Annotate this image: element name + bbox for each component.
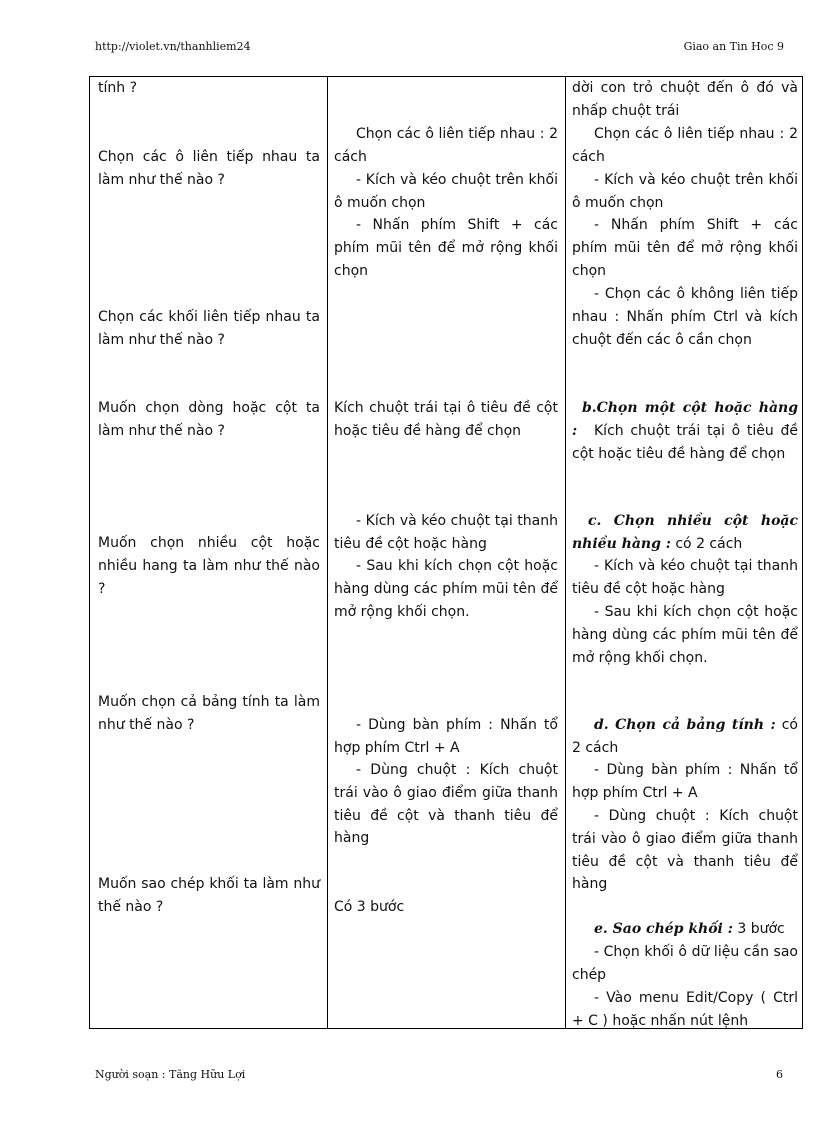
footer-author: Người soạn : Tăng Hữu Lợi bbox=[95, 1068, 246, 1081]
answer-text: - Dùng chuột : Kích chuột trái vào ô giao điểm giữa thanh tiêu đề cột và thanh tiêu để hàng bbox=[334, 762, 558, 847]
content-text: - Chọn các ô không liên tiếp nhau : Nhấn phím Ctrl và kích chuột đến các ô cần chọn bbox=[572, 286, 798, 348]
content-column bbox=[566, 77, 803, 1029]
content-text: - Dùng chuột : Kích chuột trái vào ô giao điểm giữa thanh tiêu đề cột và thanh tiêu để hàng bbox=[572, 808, 798, 893]
section-heading-tail: có 2 cách bbox=[670, 535, 743, 552]
question-text: Muốn chọn dòng hoặc cột ta làm như thế nào ? bbox=[98, 400, 320, 439]
answer-text: - Nhấn phím Shift + các phím mũi tên để mở rộng khối chọn bbox=[334, 217, 558, 279]
header-title: Giao an Tin Hoc 9 bbox=[683, 40, 784, 53]
section-heading: b.Chọn một cột hoặc hàng : bbox=[572, 400, 798, 439]
page-number: 6 bbox=[776, 1068, 783, 1081]
section-heading: d. Chọn cả bảng tính : bbox=[594, 717, 776, 733]
answer-text: - Kích và kéo chuột trên khối ô muốn chọn bbox=[334, 172, 558, 211]
header-url: http://violet.vn/thanhliem24 bbox=[95, 40, 251, 53]
content-text: - Dùng bàn phím : Nhấn tổ hợp phím Ctrl + A bbox=[572, 762, 798, 801]
answer-text: Có 3 bước bbox=[334, 899, 405, 915]
answer-text: Chọn các ô liên tiếp nhau : 2 cách bbox=[334, 126, 558, 165]
answer-text: Kích chuột trái tại ô tiêu đề cột hoặc tiêu đề hàng để chọn bbox=[334, 400, 558, 439]
question-text: Muốn sao chép khối ta làm như thế nào ? bbox=[98, 876, 320, 915]
section-d bbox=[572, 714, 798, 760]
section-e bbox=[572, 918, 798, 941]
lesson-table bbox=[89, 76, 803, 1029]
content-text: - Nhấn phím Shift + các phím mũi tên để mở rộng khối chọn bbox=[572, 217, 798, 279]
question-text: Chọn các khối liên tiếp nhau ta làm như thế nào ? bbox=[98, 309, 320, 348]
answers-column bbox=[328, 77, 566, 1029]
question-text: Chọn các ô liên tiếp nhau ta làm như thế nào ? bbox=[98, 149, 320, 188]
section-heading: e. Sao chép khối : bbox=[594, 921, 733, 937]
section-heading-tail: 3 bước bbox=[732, 921, 785, 937]
content-text: - Kích và kéo chuột tại thanh tiêu đề cột hoặc hàng bbox=[572, 558, 798, 597]
questions-column bbox=[90, 77, 328, 1029]
content-text: dời con trỏ chuột đến ô đó và nhấp chuột trái bbox=[572, 80, 798, 119]
section-heading-tail: có 2 cách bbox=[572, 717, 798, 756]
question-text: Muốn chọn cả bảng tính ta làm như thế nào ? bbox=[98, 694, 320, 733]
content-text: Chọn các ô liên tiếp nhau : 2 cách bbox=[572, 126, 798, 165]
content-text: - Vào menu Edit/Copy ( Ctrl + C ) hoặc nhấn nút lệnh bbox=[572, 990, 798, 1029]
answer-text: - Kích và kéo chuột tại thanh tiêu đề cột hoặc hàng bbox=[334, 513, 558, 552]
question-text: tính ? bbox=[98, 80, 138, 96]
content-text: - Sau khi kích chọn cột hoặc hàng dùng các phím mũi tên để mở rộng khối chọn. bbox=[572, 604, 798, 666]
answer-text: - Sau khi kích chọn cột hoặc hàng dùng các phím mũi tên để mở rộng khối chọn. bbox=[334, 558, 558, 620]
section-c bbox=[572, 510, 798, 556]
content-text: Kích chuột trái tại ô tiêu đề cột hoặc tiêu đề hàng để chọn bbox=[572, 423, 798, 462]
answer-text: - Dùng bàn phím : Nhấn tổ hợp phím Ctrl + A bbox=[334, 717, 558, 756]
content-text: - Kích và kéo chuột trên khối ô muốn chọn bbox=[572, 172, 798, 211]
question-text: Muốn chọn nhiều cột hoặc nhiều hang ta làm như thế nào ? bbox=[98, 535, 320, 597]
section-heading: c. Chọn nhiều cột hoặc nhiều hàng : bbox=[572, 513, 798, 552]
content-text: - Chọn khối ô dữ liệu cần sao chép bbox=[572, 944, 798, 983]
